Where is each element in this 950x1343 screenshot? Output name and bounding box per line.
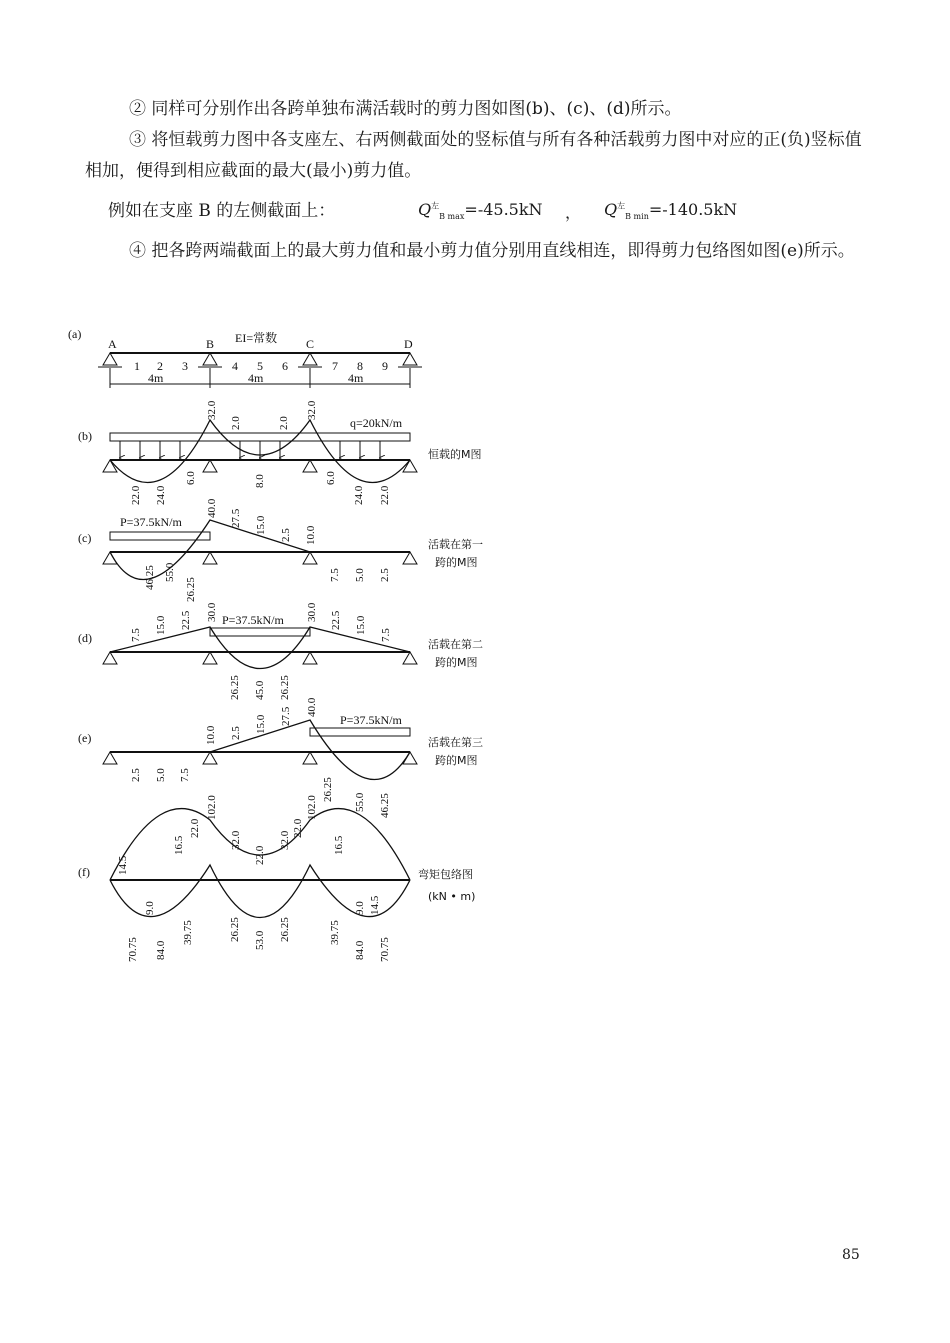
- c-v1: 27.5: [230, 508, 242, 528]
- caption-d2: 跨的M图: [435, 656, 478, 669]
- c-v10: 2.5: [379, 568, 391, 582]
- c-v2: 15.0: [255, 515, 267, 535]
- e-v2: 15.0: [255, 714, 267, 734]
- caption-b: 恒载的M图: [428, 448, 482, 461]
- q-bmin-formula: $Q^左_{B min}=-140.5kN$: [604, 200, 738, 222]
- tag-b: (b): [78, 429, 92, 443]
- f-v10: 9.0: [144, 901, 156, 915]
- f-v19: 39.75: [329, 920, 341, 945]
- e-v0: 10.0: [205, 725, 217, 745]
- paragraph-4: ④ 把各跨两端截面上的最大剪力值和最小剪力值分别用直线相连，即得剪力包络图如图(e)所示。: [129, 241, 855, 261]
- example-line: 例如在支座 B 的左侧截面上：: [108, 201, 336, 221]
- f-v12: 14.5: [369, 895, 381, 915]
- f-v13: 70.75: [127, 937, 139, 962]
- e-v4: 40.0: [306, 697, 318, 717]
- e-v6: 5.0: [155, 768, 167, 782]
- support-d: [398, 353, 422, 367]
- f-v3: 102.0: [206, 795, 218, 820]
- label-B: B: [206, 337, 215, 351]
- d-v4: 30.0: [306, 602, 318, 622]
- c-v5: 46.25: [144, 565, 156, 590]
- load-d: P=37.5kN/m: [222, 613, 284, 627]
- c-v0: 40.0: [206, 498, 218, 518]
- caption-c2: 跨的M图: [435, 556, 478, 569]
- d-v0: 7.5: [130, 628, 142, 642]
- b-v10: 22.0: [379, 485, 391, 505]
- d-v9: 45.0: [254, 680, 266, 700]
- f-v11: 9.0: [354, 901, 366, 915]
- load-b: q=20kN/m: [350, 416, 403, 430]
- d-v5: 22.5: [330, 610, 342, 630]
- c-v8: 7.5: [329, 568, 341, 582]
- paragraph-2: ② 同样可分别作出各跨单独布满活载时的剪力图如图(b)、(c)、(d)所示。: [129, 99, 682, 119]
- tag-e: (e): [78, 731, 92, 745]
- e-v9: 55.0: [354, 792, 366, 812]
- b-v6: 6.0: [185, 471, 197, 485]
- f-v18: 26.25: [279, 917, 291, 942]
- f-v21: 70.75: [379, 937, 391, 962]
- caption-c1: 活载在第一: [428, 538, 483, 551]
- d-v8: 26.25: [229, 675, 241, 700]
- e-v8: 26.25: [322, 777, 334, 802]
- b-v3: 32.0: [306, 400, 318, 420]
- e-v5: 2.5: [130, 768, 142, 782]
- comma: ，: [565, 203, 582, 222]
- diagram-d: [103, 627, 417, 669]
- point-4: 4: [232, 359, 238, 373]
- f-v1: 16.5: [173, 835, 185, 855]
- caption-e2: 跨的M图: [435, 754, 478, 767]
- c-v7: 26.25: [185, 577, 197, 602]
- support-a: [98, 353, 122, 367]
- span-2: 4m: [248, 371, 264, 385]
- c-v6: 55.0: [164, 562, 176, 582]
- f-v17: 53.0: [254, 930, 266, 950]
- paragraph-3: ③ 将恒载剪力图中各支座左、右两侧截面处的竖标值与所有各种活载剪力图中对应的正(负)竖标值相加，便得到相应截面的最大(最小)剪力值。: [85, 130, 862, 181]
- b-v8: 6.0: [325, 471, 337, 485]
- tag-d: (d): [78, 631, 92, 645]
- b-v9: 24.0: [353, 485, 365, 505]
- b-v1: 2.0: [230, 416, 242, 430]
- d-v7: 7.5: [380, 628, 392, 642]
- f-v14: 84.0: [155, 940, 167, 960]
- caption-f2: (kN • m): [428, 890, 476, 903]
- b-v2: 2.0: [278, 416, 290, 430]
- f-v2: 22.0: [189, 818, 201, 838]
- e-v3: 27.5: [280, 706, 292, 726]
- tag-c: (c): [78, 531, 92, 545]
- f-v15: 39.75: [182, 920, 194, 945]
- b-v7: 8.0: [254, 474, 266, 488]
- point-8: 8: [357, 359, 363, 373]
- span-3: 4m: [348, 371, 364, 385]
- point-5: 5: [257, 359, 263, 373]
- caption-e1: 活载在第三: [428, 736, 483, 749]
- e-v7: 7.5: [179, 768, 191, 782]
- load-e: P=37.5kN/m: [340, 713, 402, 727]
- support-b: [198, 353, 222, 367]
- caption-f1: 弯矩包络图: [418, 868, 473, 881]
- b-v4: 22.0: [130, 485, 142, 505]
- f-v6: 32.0: [279, 830, 291, 850]
- label-C: C: [306, 337, 315, 351]
- label-D: D: [404, 337, 413, 351]
- span-1: 4m: [148, 371, 164, 385]
- b-v5: 24.0: [155, 485, 167, 505]
- d-v2: 22.5: [180, 610, 192, 630]
- d-v6: 15.0: [355, 615, 367, 635]
- ei-label: EI=常数: [235, 331, 278, 345]
- b-v0: 32.0: [206, 400, 218, 420]
- d-v1: 15.0: [155, 615, 167, 635]
- f-v20: 84.0: [354, 940, 366, 960]
- moment-diagrams-figure: [60, 320, 520, 970]
- c-v9: 5.0: [354, 568, 366, 582]
- point-6: 6: [282, 359, 288, 373]
- e-v1: 2.5: [230, 726, 242, 740]
- f-v8: 102.0: [306, 795, 318, 820]
- label-A: A: [108, 337, 117, 351]
- point-7: 7: [332, 359, 338, 373]
- tag-f: (f): [78, 865, 90, 879]
- point-9: 9: [382, 359, 388, 373]
- e-v10: 46.25: [379, 793, 391, 818]
- c-v4: 10.0: [305, 525, 317, 545]
- f-v9: 16.5: [333, 835, 345, 855]
- caption-d1: 活载在第二: [428, 638, 483, 651]
- c-v3: 2.5: [280, 528, 292, 542]
- support-c: [298, 353, 322, 367]
- f-v5: 22.0: [254, 845, 266, 865]
- page-number: 85: [842, 1247, 860, 1263]
- point-1: 1: [134, 359, 140, 373]
- point-3: 3: [182, 359, 188, 373]
- tag-a: (a): [68, 327, 82, 341]
- load-arrows-b: [120, 441, 380, 458]
- f-v4: 32.0: [230, 830, 242, 850]
- point-2: 2: [157, 359, 163, 373]
- f-v7: 22.0: [292, 818, 304, 838]
- f-v0: 14.5: [117, 855, 129, 875]
- d-v10: 26.25: [279, 675, 291, 700]
- f-v16: 26.25: [229, 917, 241, 942]
- d-v3: 30.0: [206, 602, 218, 622]
- q-bmax-formula: $Q^左_{B max}=-45.5kN$: [418, 200, 543, 222]
- load-c: P=37.5kN/m: [120, 515, 182, 529]
